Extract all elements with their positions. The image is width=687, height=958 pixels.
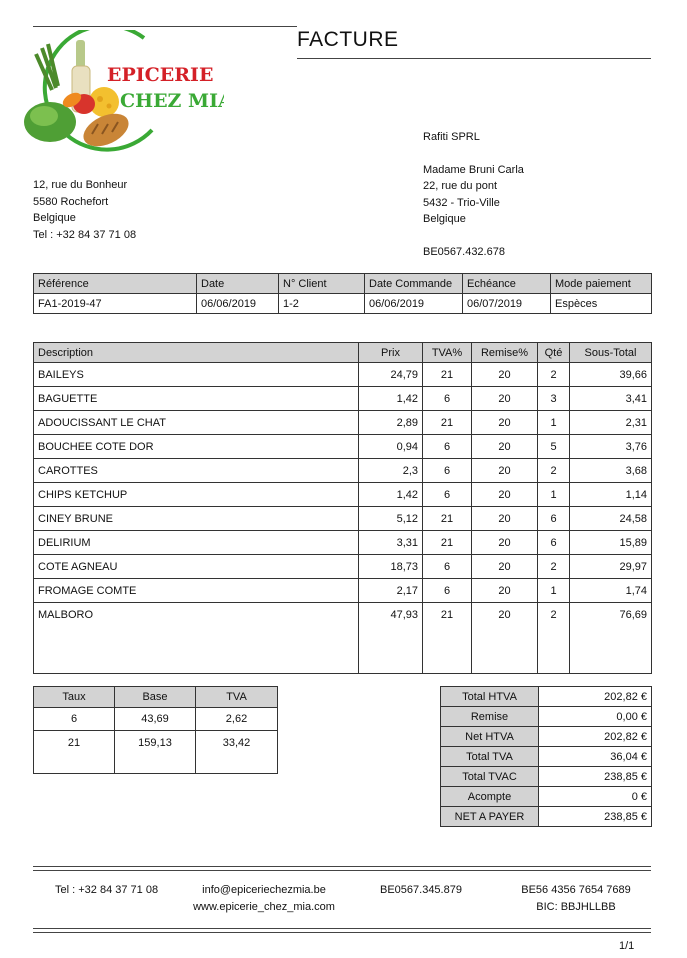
item-price: 2,17 (359, 579, 423, 603)
info-order-date: 06/06/2019 (365, 294, 463, 314)
item-row (34, 483, 652, 507)
item-row (34, 507, 652, 531)
info-date: 06/06/2019 (197, 294, 279, 314)
items-header-quantity: Qté (538, 343, 570, 363)
item-discount: 20 (472, 507, 538, 531)
totals-body (441, 687, 652, 827)
totals-value: 202,82 € (539, 687, 652, 707)
header-rule-right (297, 58, 651, 59)
company-address-line: 12, rue du Bonheur (33, 179, 128, 191)
footer-rule-bottom (33, 928, 651, 929)
items-header-price: Prix (359, 343, 423, 363)
invoice-info-value-row (34, 294, 652, 314)
totals-value: 238,85 € (539, 767, 652, 787)
item-discount: 20 (472, 435, 538, 459)
item-discount: 20 (472, 459, 538, 483)
item-row (34, 363, 652, 387)
tax-base: 159,13 (115, 731, 196, 774)
item-row (34, 579, 652, 603)
tax-header-rate: Taux (34, 687, 115, 708)
tax-rate: 21 (34, 731, 115, 774)
item-description: CINEY BRUNE (34, 507, 359, 531)
item-subtotal: 1,14 (570, 483, 652, 507)
item-vat-rate: 6 (423, 435, 472, 459)
info-header-order-date: Date Commande (365, 274, 463, 294)
footer-iban: BE56 4356 7654 7689 (521, 884, 631, 896)
item-vat-rate: 6 (423, 579, 472, 603)
item-vat-rate: 21 (423, 411, 472, 435)
info-header-due-date: Echéance (463, 274, 551, 294)
item-vat-rate: 6 (423, 555, 472, 579)
item-description: FROMAGE COMTE (34, 579, 359, 603)
item-subtotal: 3,68 (570, 459, 652, 483)
item-discount: 20 (472, 579, 538, 603)
item-subtotal: 2,31 (570, 411, 652, 435)
totals-label: Acompte (441, 787, 539, 807)
items-header-discount: Remise% (472, 343, 538, 363)
item-quantity: 6 (538, 531, 570, 555)
footer-vat: BE0567.345.879 (380, 884, 462, 896)
client-address-line: 5432 - Trio-Ville (423, 196, 500, 209)
item-subtotal: 15,89 (570, 531, 652, 555)
client-contact: Madame Bruni Carla (423, 163, 524, 176)
company-phone: Tel : +32 84 37 71 08 (33, 228, 137, 241)
item-price: 47,93 (359, 603, 423, 674)
footer-rule-top-double (33, 870, 651, 871)
item-description: BOUCHEE COTE DOR (34, 435, 359, 459)
item-discount: 20 (472, 603, 538, 674)
tax-summary-table (33, 686, 278, 774)
item-price: 2,89 (359, 411, 423, 435)
item-price: 2,3 (359, 459, 423, 483)
items-header-description: Description (34, 343, 359, 363)
item-row (34, 387, 652, 411)
logo-text-line2: CHEZ MIA (120, 90, 224, 112)
item-subtotal: 3,76 (570, 435, 652, 459)
tax-header-row (34, 687, 278, 708)
totals-row (441, 687, 652, 707)
totals-row (441, 707, 652, 727)
client-company: Rafiti SPRL (423, 131, 480, 143)
item-discount: 20 (472, 483, 538, 507)
item-row (34, 459, 652, 483)
item-row (34, 531, 652, 555)
totals-label: Remise (441, 707, 539, 727)
totals-value: 0 € (539, 787, 652, 807)
tax-header-vat: TVA (196, 687, 278, 708)
item-quantity: 1 (538, 411, 570, 435)
tax-rate: 6 (34, 708, 115, 731)
item-row (34, 555, 652, 579)
tax-base: 43,69 (115, 708, 196, 731)
item-subtotal: 76,69 (570, 603, 652, 674)
item-price: 1,42 (359, 387, 423, 411)
client-address-line: Belgique (423, 213, 466, 225)
items-header-row (34, 343, 652, 363)
totals-label: Net HTVA (441, 727, 539, 747)
footer-rule-top (33, 866, 651, 867)
info-due-date: 06/07/2019 (463, 294, 551, 314)
footer-rule-bottom-double (33, 932, 651, 933)
company-address (33, 177, 136, 243)
totals-label: Total TVA (441, 747, 539, 767)
item-discount: 20 (472, 363, 538, 387)
client-vat-number: BE0567.432.678 (423, 245, 505, 258)
info-payment-mode: Espèces (551, 294, 652, 314)
totals-row (441, 787, 652, 807)
info-header-client-number: N° Client (279, 274, 365, 294)
item-vat-rate: 21 (423, 363, 472, 387)
item-description: MALBORO (34, 603, 359, 674)
item-price: 5,12 (359, 507, 423, 531)
item-description: ADOUCISSANT LE CHAT (34, 411, 359, 435)
info-header-date: Date (197, 274, 279, 294)
logo-text-line1: EPICERIE (107, 64, 214, 86)
item-discount: 20 (472, 387, 538, 411)
item-subtotal: 29,97 (570, 555, 652, 579)
item-price: 1,42 (359, 483, 423, 507)
item-description: COTE AGNEAU (34, 555, 359, 579)
totals-label: Total TVAC (441, 767, 539, 787)
item-discount: 20 (472, 531, 538, 555)
item-quantity: 3 (538, 387, 570, 411)
item-quantity: 2 (538, 603, 570, 674)
header-rule-left (33, 26, 297, 27)
items-body (34, 363, 652, 674)
item-quantity: 2 (538, 459, 570, 483)
item-quantity: 6 (538, 507, 570, 531)
tax-vat: 2,62 (196, 708, 278, 731)
client-address-line: 22, rue du pont (423, 180, 498, 192)
tax-header-base: Base (115, 687, 196, 708)
totals-value: 238,85 € (539, 807, 652, 827)
footer-email[interactable]: info@epiceriechezmia.be (202, 884, 326, 896)
totals-row (441, 767, 652, 787)
item-vat-rate: 21 (423, 531, 472, 555)
item-vat-rate: 6 (423, 387, 472, 411)
item-vat-rate: 6 (423, 459, 472, 483)
info-client-number: 1-2 (279, 294, 365, 314)
item-subtotal: 3,41 (570, 387, 652, 411)
item-quantity: 1 (538, 579, 570, 603)
items-header-vat-rate: TVA% (423, 343, 472, 363)
tax-vat: 33,42 (196, 731, 278, 774)
company-logo (14, 30, 224, 162)
item-description: BAGUETTE (34, 387, 359, 411)
info-header-payment-mode: Mode paiement (551, 274, 652, 294)
item-quantity: 5 (538, 435, 570, 459)
totals-value: 0,00 € (539, 707, 652, 727)
item-vat-rate: 21 (423, 507, 472, 531)
item-row (34, 603, 652, 674)
totals-label: Total HTVA (441, 687, 539, 707)
page-number: 1/1 (619, 940, 635, 952)
footer-bank (510, 882, 642, 916)
document-title: FACTURE (297, 28, 399, 51)
footer-bic: BIC: BBJHLLBB (536, 901, 616, 913)
footer-website[interactable]: www.epicerie_chez_mia.com (193, 901, 335, 913)
client-block (423, 129, 524, 260)
info-reference: FA1-2019-47 (34, 294, 197, 314)
totals-row (441, 727, 652, 747)
item-quantity: 2 (538, 555, 570, 579)
items-table (33, 342, 652, 674)
item-subtotal: 39,66 (570, 363, 652, 387)
totals-value: 202,82 € (539, 727, 652, 747)
invoice-info-table (33, 273, 652, 314)
item-price: 0,94 (359, 435, 423, 459)
item-description: CAROTTES (34, 459, 359, 483)
items-header-subtotal: Sous-Total (570, 343, 652, 363)
item-discount: 20 (472, 411, 538, 435)
item-subtotal: 1,74 (570, 579, 652, 603)
totals-value: 36,04 € (539, 747, 652, 767)
info-header-reference: Référence (34, 274, 197, 294)
item-quantity: 2 (538, 363, 570, 387)
company-address-line: 5580 Rochefort (33, 195, 109, 208)
tax-row (34, 731, 278, 774)
item-description: BAILEYS (34, 363, 359, 387)
item-subtotal: 24,58 (570, 507, 652, 531)
totals-label: NET A PAYER (441, 807, 539, 827)
invoice-info-header-row (34, 274, 652, 294)
item-description: CHIPS KETCHUP (34, 483, 359, 507)
item-price: 18,73 (359, 555, 423, 579)
item-discount: 20 (472, 555, 538, 579)
footer-contact (184, 882, 344, 916)
totals-row (441, 747, 652, 767)
item-description: DELIRIUM (34, 531, 359, 555)
item-vat-rate: 21 (423, 603, 472, 674)
item-quantity: 1 (538, 483, 570, 507)
tax-row (34, 708, 278, 731)
item-price: 24,79 (359, 363, 423, 387)
company-address-line: Belgique (33, 212, 76, 224)
totals-table (440, 686, 652, 827)
item-vat-rate: 6 (423, 483, 472, 507)
footer-phone: Tel : +32 84 37 71 08 (55, 884, 159, 896)
item-row (34, 411, 652, 435)
item-price: 3,31 (359, 531, 423, 555)
item-row (34, 435, 652, 459)
totals-row (441, 807, 652, 827)
